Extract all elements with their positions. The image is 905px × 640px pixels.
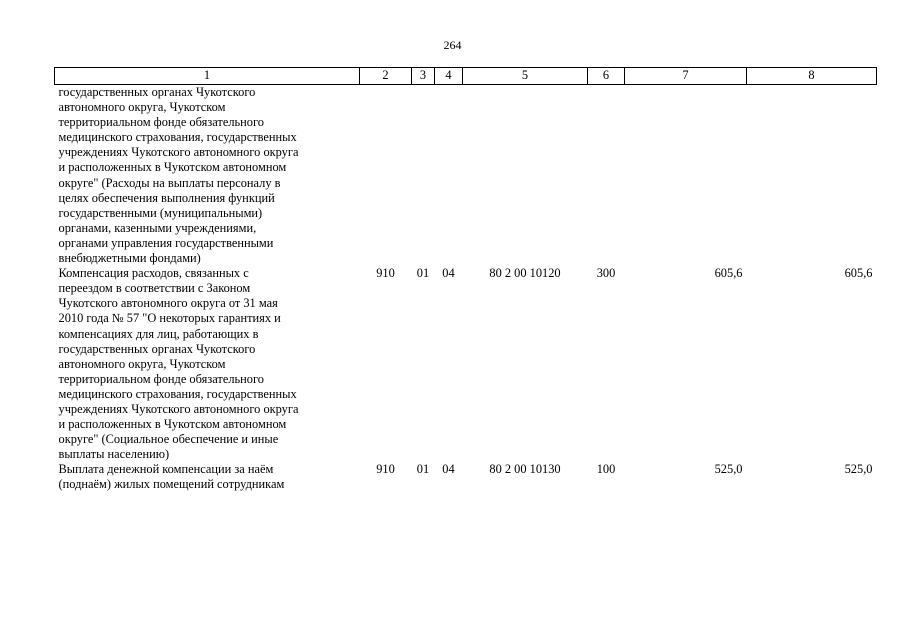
header-row — [55, 68, 877, 85]
row-amount-1: 525,0 — [714, 462, 743, 477]
row-target-article: 80 2 00 10120 — [489, 266, 561, 281]
row-section-code — [412, 85, 435, 267]
row-description: Компенсация расходов, связанных с переездом в соответствии с Законом Чукотского автономного округа от 31 мая 2010 года № 57 "О некоторых гарантиях и компенсациях для лиц, работающих в государственных органах Чукотского автономного округа, Чукотском территориальном фонде обязательного медицинского страхования, государственных учреждениях Чукотского автономного округа и расположенных в Чукотском автономном округе" (Социальное обеспечение и иные выплаты населению) — [58, 266, 299, 462]
header-col-8: 8 — [747, 68, 877, 85]
row-amount-2: 605,6 — [844, 266, 873, 281]
row-amount-2: 525,0 — [844, 462, 873, 477]
row-expense-type: 100 — [596, 462, 616, 477]
row-subsection-code: 04 — [442, 462, 455, 477]
row-subsection-code: 04 — [442, 266, 455, 281]
page-number: 264 — [443, 38, 462, 52]
row-expense-type: 300 — [596, 266, 616, 281]
row-description: Выплата денежной компенсации за наём (поднаём) жилых помещений сотрудникам — [58, 462, 285, 492]
row-ministry-code: 910 — [376, 462, 395, 477]
row-target-article: 80 2 00 10130 — [489, 462, 561, 477]
row-section-code: 01 — [416, 462, 430, 477]
header-col-3: 3 — [412, 68, 435, 85]
header-col-2: 2 — [360, 68, 412, 85]
header-col-5: 5 — [463, 68, 588, 85]
row-target-article — [463, 85, 588, 267]
table-row — [55, 462, 877, 492]
row-description: государственных органах Чукотского автономного округа, Чукотском территориальном фонде обязательного медицинского страхования, государственных учреждениях Чукотского автономного округа и расположенных в Чукотском автономном округе" (Расходы на выплаты персоналу в целях обеспечения выполнения функций государственными (муниципальными) органами, казенными учреждениями, органами управления государственными внебюджетными фондами) — [58, 85, 299, 266]
header-col-4: 4 — [435, 68, 463, 85]
row-section-code: 01 — [416, 266, 430, 281]
table-row — [55, 85, 877, 267]
row-subsection-code — [435, 85, 463, 267]
row-ministry-code: 910 — [376, 266, 395, 281]
row-amount-1 — [625, 85, 747, 267]
header-col-6: 6 — [588, 68, 625, 85]
row-expense-type — [588, 85, 625, 267]
header-col-7: 7 — [625, 68, 747, 85]
table-row — [55, 266, 877, 462]
budget-table — [54, 67, 877, 493]
row-amount-2 — [747, 85, 877, 267]
header-col-1: 1 — [55, 68, 360, 85]
row-amount-1: 605,6 — [714, 266, 743, 281]
row-ministry-code — [360, 85, 412, 267]
